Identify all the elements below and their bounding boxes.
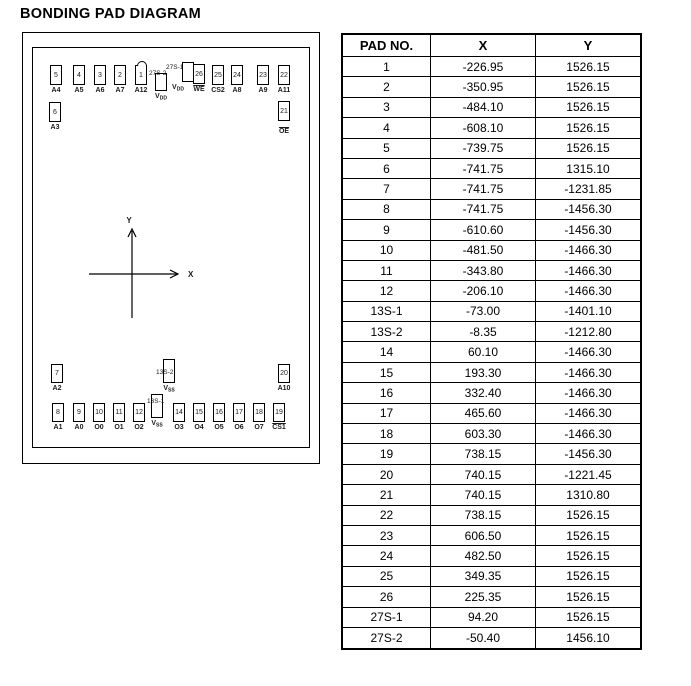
pad-label: A7 [115,87,125,94]
pad-label: A0 [74,424,84,431]
pad-label: A9 [258,87,268,94]
pad-no-value: 18 [343,424,431,444]
table-row [343,363,640,383]
x-value: -481.50 [431,241,536,261]
pad-rect [273,403,285,422]
x-value: -73.00 [431,302,536,322]
pad-label: O2 [134,424,144,431]
pad-11 [113,403,125,431]
table-row [343,465,640,485]
pin1-arc-icon [137,61,147,66]
x-value: 332.40 [431,383,536,403]
x-value: -206.10 [431,281,536,301]
pad-14 [173,403,185,431]
pad-rect [73,65,85,85]
pad-no-value: 13S-1 [343,302,431,322]
pad-rect [253,403,265,422]
pad-20 [277,364,291,392]
pad-rect [278,65,290,85]
table-row [343,546,640,566]
pad-number: 19 [275,409,283,416]
x-value: -226.95 [431,57,536,77]
x-value: 740.15 [431,485,536,505]
pad-label: $V_{SS}$ [151,420,163,429]
pad-number: 6 [53,108,57,116]
y-value: 1526.15 [536,567,640,587]
x-value: -350.95 [431,77,536,97]
y-value: 1526.15 [536,77,640,97]
pad-no-header: PAD NO. [343,35,431,57]
x-value: 465.60 [431,404,536,424]
bonding-pad-diagram [22,32,320,464]
pad-number: 8 [56,409,60,416]
table-row [343,506,640,526]
pad-rect [193,403,205,422]
x-value: 606.50 [431,526,536,546]
pad-22 [277,65,291,94]
pad-no-value: 9 [343,220,431,240]
pad-rect [135,65,147,85]
pad-no-value: 7 [343,179,431,199]
table-row [343,281,640,301]
pad-number: 5 [54,71,58,79]
table-row [343,485,640,505]
table-row [343,404,640,424]
y-value: -1231.85 [536,179,640,199]
pad-number: 21 [280,107,288,115]
table-row [343,98,640,118]
y-value: -1466.30 [536,404,640,424]
pad-number: 9 [77,409,81,416]
pad-no-value: 5 [343,139,431,159]
pad-25 [211,65,225,94]
table-row [343,608,640,628]
pad-number: 7 [55,370,59,377]
table-row [343,57,640,77]
pad-no-value: 25 [343,567,431,587]
table-row [343,567,640,587]
y-value: -1466.30 [536,261,640,281]
pad-table-rows [343,57,640,648]
pad-number: 13S-1 [147,398,165,405]
pad-number: 3 [98,71,102,79]
table-row [343,383,640,403]
pad-rect [133,403,145,422]
pad-4 [73,65,85,94]
pad-label: $V_{DD}$ [172,84,184,93]
pad-13S-2 [156,359,175,394]
y-value: 1526.15 [536,526,640,546]
table-row [343,179,640,199]
pad-label: O3 [174,424,184,431]
y-value: -1466.30 [536,241,640,261]
pad-7 [51,364,63,392]
y-value: -1466.30 [536,342,640,362]
pad-number: 12 [135,409,143,416]
pad-label: A11 [277,87,291,94]
pad-no-value: 8 [343,200,431,220]
page-title: BONDING PAD DIAGRAM [20,6,202,22]
y-value: 1526.15 [536,57,640,77]
pad-label: $\overline{OE}$ [278,128,290,135]
pad-label: A8 [232,87,242,94]
pad-rect [212,65,224,85]
pad-number: 17 [235,409,243,416]
pad-no-value: 14 [343,342,431,362]
y-value: -1466.30 [536,363,640,383]
pad-label: A3 [50,124,60,131]
pad-label: O4 [194,424,204,431]
pad-no-value: 2 [343,77,431,97]
pad-label: A10 [277,385,291,392]
y-value: 1526.15 [536,118,640,138]
pad-23 [257,65,269,94]
pad-no-value: 12 [343,281,431,301]
x-value: 738.15 [431,506,536,526]
table-row [343,139,640,159]
pad-24 [231,65,243,94]
pad-no-value: 23 [343,526,431,546]
x-header: X [431,35,536,57]
pad-19 [272,403,286,431]
pad-label: O6 [234,424,244,431]
pad-rect [231,65,243,85]
x-value: -50.40 [431,628,536,648]
pad-15 [193,403,205,431]
pad-number: 27S-1 [166,64,184,71]
y-value: 1310.80 [536,485,640,505]
pad-no-value: 13S-2 [343,322,431,342]
pad-13S-1 [147,394,165,429]
table-row [343,220,640,240]
y-value: -1466.30 [536,281,640,301]
pad-label: O7 [254,424,264,431]
pad-number: 1 [139,71,143,79]
pad-rect [49,102,61,122]
pad-number: 25 [214,71,222,79]
y-value: 1526.15 [536,608,640,628]
pad-rect [193,64,205,84]
pad-no-value: 27S-1 [343,608,431,628]
table-row [343,424,640,444]
pad-label: $V_{SS}$ [163,385,175,394]
y-value: -1221.45 [536,465,640,485]
pad-label: O1 [114,424,124,431]
pad-label: A4 [51,87,61,94]
pad-label: A1 [53,424,63,431]
x-value: 94.20 [431,608,536,628]
pad-number: 13S-2 [156,369,174,376]
pad-no-value: 3 [343,98,431,118]
x-value: -343.80 [431,261,536,281]
pad-no-value: 6 [343,159,431,179]
pad-number: 11 [115,409,123,416]
y-value: -1401.10 [536,302,640,322]
pad-number: 26 [195,70,203,78]
x-value: 738.15 [431,444,536,464]
pad-rect [50,65,62,85]
pad-number: 18 [255,409,263,416]
table-row [343,118,640,138]
pad-12 [133,403,145,431]
pad-number: 16 [215,409,223,416]
table-header-row [343,35,640,57]
y-value: 1526.15 [536,506,640,526]
pad-label: $\overline{WE}$ [193,86,205,93]
pad-rect [113,403,125,422]
x-value: 603.30 [431,424,536,444]
pad-18 [253,403,265,431]
pad-coordinate-table [341,33,642,650]
pad-rect [233,403,245,422]
pad-no-value: 21 [343,485,431,505]
pad-rect [94,65,106,85]
pad-6 [49,102,61,131]
pad-rect [73,403,85,422]
pad-rect [257,65,269,85]
x-value: 193.30 [431,363,536,383]
pad-rect [173,403,185,422]
x-value: 225.35 [431,587,536,607]
pad-label: CS2 [211,87,225,94]
y-axis-label: Y [126,216,132,225]
pad-2 [114,65,126,94]
coordinate-axes [73,208,213,328]
table-row [343,322,640,342]
y-value: 1526.15 [536,139,640,159]
table-row [343,200,640,220]
pad-no-value: 4 [343,118,431,138]
pad-3 [94,65,106,94]
pad-number: 15 [195,409,203,416]
pad-5 [50,65,62,94]
pad-no-value: 22 [343,506,431,526]
table-row [343,444,640,464]
pad-rect [278,364,290,383]
x-value: 482.50 [431,546,536,566]
pad-label: A12 [134,87,148,94]
x-value: -741.75 [431,159,536,179]
x-value: -610.60 [431,220,536,240]
pad-no-value: 16 [343,383,431,403]
x-value: -741.75 [431,200,536,220]
table-row [343,261,640,281]
pad-label: CS1 [272,424,286,431]
y-value: 1526.15 [536,546,640,566]
pad-rect [93,403,105,422]
pad-10 [93,403,105,431]
y-value: -1466.30 [536,383,640,403]
pad-no-value: 11 [343,261,431,281]
pad-8 [52,403,64,431]
pad-label: O0 [94,424,104,431]
y-value: 1315.10 [536,159,640,179]
pad-17 [233,403,245,431]
pad-27S-2 [149,70,167,102]
y-value: 1526.15 [536,587,640,607]
table-row [343,77,640,97]
pad-number: 27S-2 [149,70,167,77]
y-value: 1526.15 [536,98,640,118]
pad-label: A6 [95,87,105,94]
x-axis-label: X [188,270,194,279]
x-value: 60.10 [431,342,536,362]
pad-number: 4 [77,71,81,79]
pad-1 [134,65,148,94]
pad-no-value: 26 [343,587,431,607]
pad-label: A5 [74,87,84,94]
y-value: -1466.30 [536,424,640,444]
x-value: 349.35 [431,567,536,587]
pad-rect [52,403,64,422]
pad-number: 20 [280,370,288,377]
table-row [343,587,640,607]
y-value: 1456.10 [566,631,610,646]
pad-no-value: 10 [343,241,431,261]
y-header: Y [536,35,640,57]
pad-number: 2 [118,71,122,79]
y-value: -1456.30 [536,200,640,220]
pad-rect [278,101,290,121]
x-value: -484.10 [431,98,536,118]
table-row [343,241,640,261]
table-row [343,342,640,362]
x-value: 740.15 [431,465,536,485]
pad-21 [278,101,290,135]
pad-no-value: 20 [343,465,431,485]
pad-rect [114,65,126,85]
y-value: -1212.80 [536,322,640,342]
pad-label: A2 [52,385,62,392]
pad-no-value: 1 [343,57,431,77]
table-row [343,159,640,179]
pad-number: 14 [175,409,183,416]
pad-no-value: 17 [343,404,431,424]
pad-16 [213,403,225,431]
table-row [343,526,640,546]
table-row [343,302,640,322]
table-row [343,628,640,648]
pad-9 [73,403,85,431]
pad-no-value: 15 [343,363,431,383]
pad-no-value: 19 [343,444,431,464]
x-value: -741.75 [431,179,536,199]
pad-number: 24 [233,71,241,79]
x-value: -608.10 [431,118,536,138]
pad-label: O5 [214,424,224,431]
x-value: -739.75 [431,139,536,159]
pad-rect [51,364,63,383]
pad-label: $V_{DD}$ [155,93,167,102]
pad-number: 22 [280,71,288,79]
pad-number: 10 [95,409,103,416]
x-value: -8.35 [431,322,536,342]
pad-26 [193,64,205,93]
pad-no-value: 27S-2 [343,628,431,648]
y-value: -1456.30 [536,444,640,464]
pad-rect [213,403,225,422]
y-value: -1456.30 [536,220,640,240]
pad-no-value: 24 [343,546,431,566]
pad-number: 23 [259,71,267,79]
